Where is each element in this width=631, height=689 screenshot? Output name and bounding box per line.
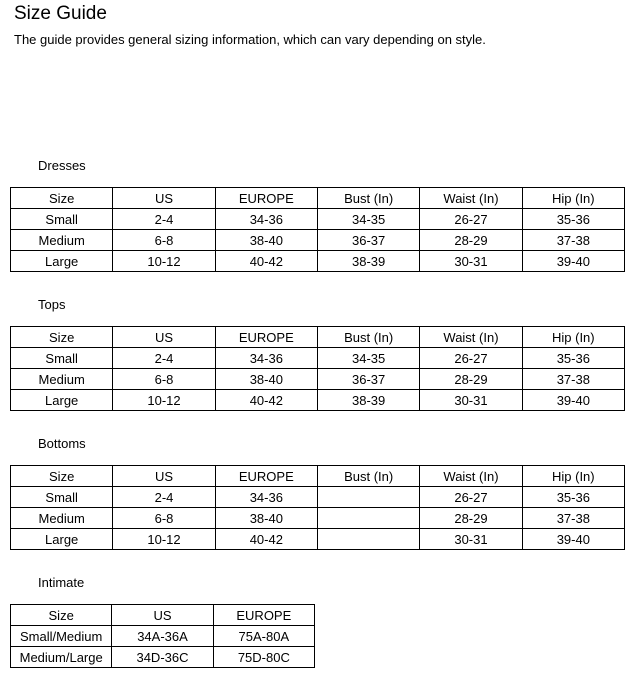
column-header: Hip (In) (522, 188, 624, 209)
table-cell: 34-36 (215, 348, 317, 369)
table-cell: 36-37 (317, 230, 419, 251)
column-header: Size (11, 605, 112, 626)
table-row (11, 487, 625, 508)
table-cell: 6-8 (113, 230, 215, 251)
table-cell: 38-40 (215, 230, 317, 251)
table-row (11, 348, 625, 369)
table-cell: 28-29 (420, 508, 522, 529)
section-label: Intimate (38, 575, 85, 590)
table-cell: 75D-80C (213, 647, 314, 668)
column-header: Waist (In) (420, 466, 522, 487)
column-header: US (113, 327, 215, 348)
section-label: Tops (38, 297, 66, 312)
column-header: EUROPE (215, 188, 317, 209)
column-header: EUROPE (215, 466, 317, 487)
size-tables-container (0, 158, 631, 668)
table-cell: 37-38 (522, 230, 624, 251)
table-cell: Small (11, 487, 113, 508)
table-cell: 26-27 (420, 487, 522, 508)
table-cell: 26-27 (420, 209, 522, 230)
page-title: Size Guide (14, 3, 107, 24)
table-cell: 38-39 (317, 251, 419, 272)
section-label: Bottoms (38, 436, 86, 451)
section-label: Dresses (38, 158, 86, 173)
column-header: Bust (In) (317, 466, 419, 487)
table-cell: 30-31 (420, 529, 522, 550)
column-header: Size (11, 466, 113, 487)
table-row (11, 626, 315, 647)
table-row (11, 209, 625, 230)
column-header: EUROPE (215, 327, 317, 348)
table-header-row (11, 605, 315, 626)
column-header: EUROPE (213, 605, 314, 626)
column-header: Waist (In) (420, 188, 522, 209)
table-cell: 38-40 (215, 508, 317, 529)
table-row (11, 230, 625, 251)
table-cell: 40-42 (215, 529, 317, 550)
section-tops (0, 297, 631, 411)
table-cell: 10-12 (113, 390, 215, 411)
page-subtitle: The guide provides general sizing information, which can vary depending on style. (14, 32, 486, 47)
table-cell: 10-12 (113, 251, 215, 272)
table-cell: 39-40 (522, 529, 624, 550)
tops-size-table (10, 326, 625, 411)
table-cell: 30-31 (420, 251, 522, 272)
column-header: Waist (In) (420, 327, 522, 348)
column-header: US (112, 605, 213, 626)
table-cell: 39-40 (522, 251, 624, 272)
table-cell: 34-35 (317, 209, 419, 230)
table-cell: 34D-36C (112, 647, 213, 668)
table-cell: Small/Medium (11, 626, 112, 647)
bottoms-size-table (10, 465, 625, 550)
table-cell (317, 529, 419, 550)
table-cell: 75A-80A (213, 626, 314, 647)
section-intimate (0, 575, 631, 668)
table-cell: 39-40 (522, 390, 624, 411)
column-header: Bust (In) (317, 327, 419, 348)
column-header: Size (11, 188, 113, 209)
table-cell: 2-4 (113, 487, 215, 508)
table-cell: 38-40 (215, 369, 317, 390)
table-row (11, 647, 315, 668)
table-cell: 36-37 (317, 369, 419, 390)
table-cell: 2-4 (113, 348, 215, 369)
column-header: Hip (In) (522, 327, 624, 348)
table-cell (317, 487, 419, 508)
table-cell: Large (11, 390, 113, 411)
column-header: Bust (In) (317, 188, 419, 209)
table-cell: 34-35 (317, 348, 419, 369)
table-cell (317, 508, 419, 529)
table-cell: Medium/Large (11, 647, 112, 668)
column-header: Hip (In) (522, 466, 624, 487)
table-row (11, 390, 625, 411)
table-cell: 34-36 (215, 487, 317, 508)
table-row (11, 529, 625, 550)
table-cell: 34A-36A (112, 626, 213, 647)
table-cell: 37-38 (522, 369, 624, 390)
table-cell: 28-29 (420, 369, 522, 390)
table-header-row (11, 327, 625, 348)
column-header: US (113, 188, 215, 209)
table-cell: Large (11, 251, 113, 272)
size-guide-page (0, 3, 631, 668)
table-cell: Small (11, 348, 113, 369)
table-header-row (11, 466, 625, 487)
table-row (11, 369, 625, 390)
column-header: Size (11, 327, 113, 348)
table-cell: 2-4 (113, 209, 215, 230)
table-cell: 30-31 (420, 390, 522, 411)
table-cell: 6-8 (113, 508, 215, 529)
table-row (11, 508, 625, 529)
table-cell: Large (11, 529, 113, 550)
table-cell: Medium (11, 230, 113, 251)
table-cell: 26-27 (420, 348, 522, 369)
section-bottoms (0, 436, 631, 550)
table-cell: 28-29 (420, 230, 522, 251)
table-cell: 35-36 (522, 209, 624, 230)
table-cell: 37-38 (522, 508, 624, 529)
table-cell: Small (11, 209, 113, 230)
table-cell: 38-39 (317, 390, 419, 411)
table-cell: 6-8 (113, 369, 215, 390)
table-cell: Medium (11, 369, 113, 390)
intimate-size-table (10, 604, 315, 668)
table-cell: 34-36 (215, 209, 317, 230)
table-cell: Medium (11, 508, 113, 529)
dresses-size-table (10, 187, 625, 272)
table-cell: 35-36 (522, 348, 624, 369)
table-cell: 35-36 (522, 487, 624, 508)
table-header-row (11, 188, 625, 209)
table-cell: 40-42 (215, 251, 317, 272)
table-row (11, 251, 625, 272)
table-cell: 10-12 (113, 529, 215, 550)
table-cell: 40-42 (215, 390, 317, 411)
section-dresses (0, 158, 631, 272)
column-header: US (113, 466, 215, 487)
